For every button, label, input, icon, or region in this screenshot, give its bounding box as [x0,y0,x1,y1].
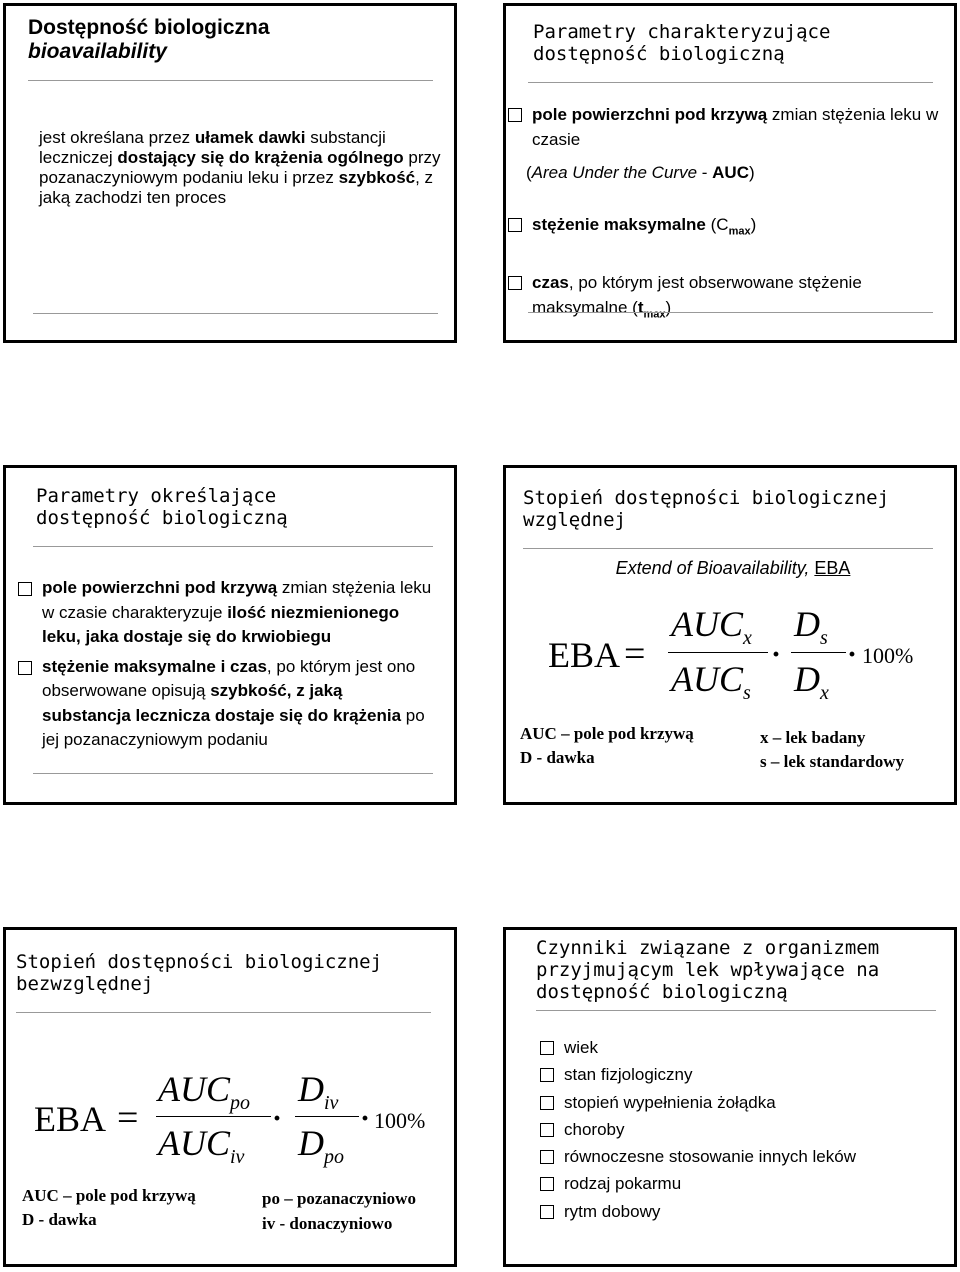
subscript: po [324,1146,344,1169]
text: zmian stężenia leku w czasie [532,105,939,149]
fraction-d-denominator [298,1122,344,1169]
bullet-row [16,655,436,753]
subscript: s [820,627,828,650]
subscript: max [643,308,666,321]
title-divider [16,1012,431,1013]
bold-text: AUC [712,163,749,182]
slide-title [523,488,889,532]
checkbox-bullet-icon [540,1068,554,1082]
bold-text: ułamek dawki [194,128,306,147]
eba-subtitle [506,558,960,579]
bold-text: dostający się do krążenia ogólnego [117,148,404,167]
text: ( [526,163,532,182]
list-item [538,1143,948,1170]
bullet-text [42,578,431,646]
subscript: s [743,682,751,705]
checkbox-bullet-icon [540,1041,554,1055]
percent-factor: 100% [862,643,914,668]
list-item [538,1061,948,1088]
text: D [298,1069,324,1109]
title-line: względnej [523,508,626,531]
legend-right [262,1186,416,1236]
bold-text: pole powierzchni pod krzywą [532,105,768,124]
fraction-line [791,652,846,653]
text: , z jaką zachodzi ten proces [39,168,434,207]
text: (C [705,215,729,234]
checkbox-bullet-icon [540,1150,554,1164]
bullet-row [16,576,436,650]
bold-text: t [637,298,644,317]
checkbox-bullet-icon [508,276,522,290]
subscript: po [230,1092,250,1115]
text: ) [750,215,757,234]
text: D [298,1123,324,1163]
subscript: x [743,627,752,650]
list-item [538,1116,948,1143]
underlined-text: EBA [814,558,851,578]
list-item-label: stopień wypełnienia żołądka [564,1092,776,1112]
footer-divider [528,312,933,313]
title-line: przyjmującym lek wpływające na [536,958,880,981]
subscript: x [820,682,829,705]
slide-title [536,938,879,1004]
multiply-dot: · [360,1102,371,1135]
bold-text: szybkość [338,168,416,187]
bold-text: pole powierzchni pod krzywą [42,578,278,597]
legend-line: s – lek standardowy [760,752,905,771]
legend-line: D - dawka [22,1210,97,1229]
text: D [794,659,820,699]
list-item [538,1089,948,1116]
text: ) [749,163,755,182]
text: jest określana przez [39,128,195,147]
legend-line: D - dawka [520,748,595,767]
text: AUC [158,1069,230,1109]
title-line: bezwzględnej [16,972,154,995]
slide-organism-factors [503,927,957,1267]
multiply-dot: · [847,638,858,671]
legend-line: x – lek badany [760,728,866,747]
title-divider [33,546,433,547]
definition-text [39,128,459,208]
slide-absolute-bioavailability [3,927,457,1267]
list-item-label: równoczesne stosowanie innych leków [564,1147,856,1167]
legend-left [520,722,694,770]
text: po jej pozanaczyniowym podaniu [42,705,425,749]
list-item-label: rodzaj pokarmu [564,1174,682,1194]
bullet-text [42,657,425,750]
list-item-label: choroby [564,1119,625,1139]
fraction-auc-denominator [671,658,751,705]
title-divider [536,1010,936,1011]
text: ) [665,298,672,317]
subscript: iv [230,1146,245,1169]
checkbox-bullet-icon [18,582,32,596]
footer-divider [33,313,438,314]
list-item-label: rytm dobowy [564,1201,661,1221]
checkbox-bullet-icon [508,218,522,232]
fraction-line [295,1116,359,1117]
text: AUC [158,1123,230,1163]
title-line: Parametry określające [36,485,277,507]
slide-title [533,22,830,66]
formula-equals: = [624,633,646,675]
checkbox-bullet-icon [540,1096,554,1110]
bullet-auc [506,102,951,185]
fraction-auc-denominator [158,1122,244,1169]
title-line: dostępność biologiczną [533,42,785,65]
legend-line: iv - donaczyniowo [262,1214,393,1233]
legend-line: AUC – pole pod krzywą [520,724,694,743]
bullet-row [506,102,951,152]
fraction-d-numerator [794,603,828,650]
legend-line: po – pozanaczyniowo [262,1189,416,1208]
slide-title [28,16,270,64]
text: przy pozanaczyniowym podaniu leku i przez [39,148,441,187]
bold-text: szybkość, z jaką substancja lecznicza dostaje się do krążenia [42,681,402,725]
checkbox-bullet-icon [508,108,522,122]
text: AUC [671,604,743,644]
title-line: Stopień dostępności biologicznej [523,487,890,509]
fraction-line [156,1116,271,1117]
bold-text: stężenie maksymalne [532,215,706,234]
list-item [538,1170,948,1197]
title-line: dostępność biologiczną [36,506,288,529]
bold-text: ilość niezmienionego leku, jaka dostaje się do krwiobiegu [42,602,400,646]
subscript: max [728,225,751,238]
checkbox-bullet-icon [540,1205,554,1219]
fraction-d-numerator [298,1068,338,1115]
text: substancji leczniczej [39,128,386,167]
title-line: Stopień dostępności biologicznej [16,951,383,973]
formula-lhs: EBA [548,635,620,675]
subscript: iv [324,1092,339,1115]
legend-left [22,1184,196,1232]
factor-list [538,1034,948,1225]
legend-right [760,726,904,774]
text: zmian stężenia leku w czasie charakteryzuje [42,578,432,622]
list-item-label: stan fizjologiczny [564,1065,693,1085]
bullet-row [506,212,951,244]
slide-title [36,486,288,530]
bullet-row [506,270,951,327]
text: , po którym jest ono obserwowane opisują [42,656,416,700]
checkbox-bullet-icon [540,1123,554,1137]
title-divider [28,80,433,81]
footer-divider [33,773,433,774]
title-line: Czynniki związane z organizmem [536,937,880,959]
italic-text: Extend of Bioavailability, [615,558,815,578]
fraction-d-denominator [794,658,829,705]
title-divider [528,82,933,83]
slide-parameters-characterizing [503,3,957,343]
checkbox-bullet-icon [540,1177,554,1191]
title-line: Parametry charakteryzujące [533,21,831,43]
multiply-dot: · [771,638,782,671]
text: - [697,163,713,182]
fraction-auc-numerator [671,603,752,650]
fraction-line [668,652,768,653]
formula-lhs: EBA [34,1099,106,1139]
percent-factor: 100% [374,1108,426,1133]
slide-parameters-determining [3,465,457,805]
bullet-tmax [506,270,951,327]
auc-expansion [506,160,951,185]
text: D [794,604,820,644]
bold-text: stężenie maksymalne i czas [42,656,267,676]
slide-bioavailability-definition [3,3,457,343]
title-line: Dostępność biologiczna [28,16,270,39]
slide-title [16,952,382,996]
formula-equals: = [117,1097,139,1139]
italic-text: Area Under the Curve [531,163,698,182]
title-line: dostępność biologiczną [536,980,788,1003]
checkbox-bullet-icon [18,661,32,675]
slide-relative-bioavailability [503,465,957,805]
bullet-list [16,576,436,753]
text: AUC [671,659,743,699]
list-item [538,1198,948,1225]
legend-line: AUC – pole pod krzywą [22,1186,196,1205]
title-divider [523,548,933,549]
text: , po którym jest obserwowane stężenie maksymalne ( [532,273,862,317]
bold-text: czas [532,273,569,292]
list-item-label: wiek [564,1038,599,1057]
title-line-italic: bioavailability [28,40,167,64]
bullet-cmax [506,212,951,244]
fraction-auc-numerator [158,1068,250,1115]
list-item [538,1034,948,1061]
multiply-dot: · [272,1102,283,1135]
